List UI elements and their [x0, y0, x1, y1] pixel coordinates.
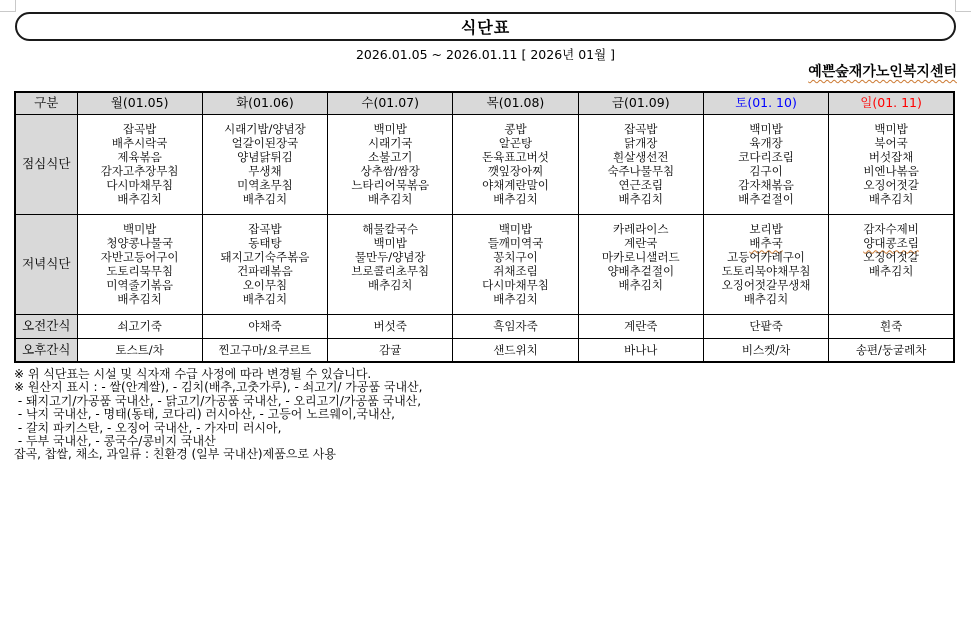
menu-item: 버섯잡채 — [868, 149, 914, 164]
day-header: 수(01.07) — [328, 92, 453, 114]
menu-item: 다시마채무침 — [106, 177, 173, 192]
origin-notes — [14, 368, 954, 462]
menu-item: 배추겉절이 — [738, 191, 794, 206]
menu-item: 잡곡밥 — [624, 121, 658, 136]
menu-item: 쇠고기죽 — [117, 319, 162, 333]
menu-item: 야채죽 — [248, 319, 282, 333]
menu-item: 도토리묵무침 — [106, 263, 173, 278]
page-corner-mark-right — [955, 0, 971, 12]
menu-item: 배추김치 — [743, 291, 789, 306]
menu-item: 꽁치구이 — [493, 249, 538, 264]
menu-item: 배추김치 — [493, 291, 538, 306]
menu-item: 양념닭튀김 — [237, 149, 293, 164]
menu-item: 코다리조림 — [738, 149, 794, 164]
menu-item: 연근조림 — [618, 177, 663, 192]
note-line: ※ 원산지 표시 : - 쌀(안계쌀), - 김치(배추,고춧가루), - 쇠고기/ 가공품 국내산, — [14, 380, 423, 395]
menu-item: 브로콜리초무침 — [351, 263, 430, 278]
note-line: - 낙지 국내산, - 명태(동태, 코다리) 러시아산, - 고등어 노르웨이,국내산, — [14, 407, 395, 422]
menu-item: 비엔나볶음 — [863, 163, 919, 178]
menu-cell — [829, 338, 954, 362]
menu-item: 백미밥 — [749, 121, 783, 136]
menu-item: 도토리묵야채무침 — [721, 263, 811, 278]
row-header: 점심식단 — [15, 114, 77, 214]
menu-item: 찐고구마/요쿠르트 — [218, 342, 312, 357]
menu-cell — [453, 338, 578, 362]
menu-item: 감자고추장무침 — [100, 163, 179, 178]
corner-header: 구분 — [15, 92, 77, 114]
day-header: 월(01.05) — [77, 92, 202, 114]
menu-item: 오징어젓갈 — [863, 249, 919, 264]
menu-item: 잡곡밥 — [122, 121, 157, 136]
facility-name: 예쁜숲재가노인복지센터 — [808, 64, 957, 80]
table-row — [15, 114, 954, 214]
page-title: 식단표 — [460, 18, 511, 37]
menu-item: 양대콩조림 — [863, 235, 919, 250]
menu-cell — [578, 114, 703, 214]
table-row — [15, 338, 954, 362]
note-line: - 갈치 파키스탄, - 오징어 국내산, - 가자미 러시아, — [14, 420, 282, 435]
menu-cell — [202, 214, 327, 314]
menu-item: 배추국 — [749, 235, 783, 250]
menu-item: 배추김치 — [618, 277, 663, 292]
menu-item: 계란죽 — [624, 319, 658, 333]
menu-cell — [829, 214, 954, 314]
menu-cell — [77, 214, 202, 314]
menu-item: 쥐채조림 — [493, 263, 538, 278]
title-box — [15, 12, 956, 41]
note-line: - 두부 국내산, - 콩국수/콩비지 국내산 — [14, 434, 216, 449]
menu-item: 마카로니샐러드 — [601, 249, 680, 264]
menu-item: 백미밥 — [373, 235, 407, 250]
menu-cell — [703, 114, 828, 214]
menu-item: 흰살생선전 — [612, 149, 669, 164]
menu-item: 백미밥 — [874, 121, 908, 136]
menu-item: 콩밥 — [504, 121, 527, 136]
menu-item: 잡곡밥 — [248, 221, 282, 236]
day-header: 토(01. 10) — [703, 92, 828, 114]
menu-item: 시래기밥/양념장 — [224, 121, 306, 136]
menu-item: 계란국 — [624, 235, 658, 250]
menu-item: 흰죽 — [879, 319, 903, 333]
day-header: 일(01. 11) — [829, 92, 954, 114]
menu-item: 배추김치 — [117, 291, 162, 306]
menu-item: 시래기국 — [367, 135, 413, 150]
page-corner-mark-left — [0, 0, 16, 12]
menu-item: 백미밥 — [373, 121, 407, 136]
note-line: - 돼지고기/가공품 국내산, - 닭고기/가공품 국내산, - 오리고기/가공품 국내산, — [14, 393, 422, 408]
menu-item: 육개장 — [749, 135, 783, 150]
menu-cell — [703, 214, 828, 314]
menu-cell — [202, 114, 327, 214]
menu-item: 김구이 — [749, 163, 783, 178]
menu-table — [14, 91, 955, 363]
day-header: 목(01.08) — [453, 92, 578, 114]
menu-item: 버섯죽 — [373, 319, 407, 333]
menu-item: 배추김치 — [367, 277, 413, 292]
menu-cell — [328, 214, 453, 314]
menu-cell — [328, 114, 453, 214]
menu-item: 얼갈이된장국 — [231, 135, 299, 150]
table-row — [15, 314, 954, 338]
menu-item: 배추김치 — [868, 263, 914, 278]
menu-item: 감자채볶음 — [738, 177, 794, 192]
menu-item: 배추김치 — [618, 191, 663, 206]
menu-item: 흑임자죽 — [493, 319, 538, 333]
menu-item: 소불고기 — [367, 149, 413, 164]
menu-item: 미역줄기볶음 — [106, 277, 173, 292]
menu-item: 단팥죽 — [749, 319, 783, 333]
menu-cell — [202, 338, 327, 362]
menu-item: 동태탕 — [248, 235, 282, 250]
menu-cell — [77, 338, 202, 362]
row-header: 저녁식단 — [15, 214, 77, 314]
menu-item: 깻잎장아찌 — [487, 163, 544, 178]
menu-item: 제육볶음 — [117, 149, 162, 164]
menu-cell — [578, 314, 703, 338]
menu-item: 다시마채무침 — [482, 277, 549, 292]
menu-cell — [453, 214, 578, 314]
menu-cell — [578, 338, 703, 362]
menu-item: 오징어젓갈무생채 — [721, 277, 811, 292]
menu-item: 돼지고기숙주볶음 — [220, 249, 310, 264]
menu-item: 배추김치 — [367, 191, 413, 206]
menu-cell — [77, 114, 202, 214]
menu-item: 백미밥 — [122, 221, 157, 236]
menu-item: 알곤탕 — [498, 135, 533, 150]
menu-cell — [328, 314, 453, 338]
menu-item: 백미밥 — [498, 221, 533, 236]
menu-cell — [829, 314, 954, 338]
menu-cell — [328, 338, 453, 362]
day-header: 금(01.09) — [578, 92, 703, 114]
menu-cell — [829, 114, 954, 214]
day-header: 화(01.06) — [202, 92, 327, 114]
menu-item: 들깨미역국 — [487, 235, 544, 250]
menu-cell — [703, 314, 828, 338]
menu-item: 토스트/차 — [115, 342, 164, 357]
menu-item: 야채계란말이 — [482, 177, 549, 192]
menu-item: 감귤 — [379, 342, 402, 357]
menu-item: 오이무침 — [242, 277, 288, 292]
menu-item: 배추김치 — [242, 291, 288, 306]
menu-item: 느타리어묵볶음 — [351, 177, 430, 192]
menu-cell — [453, 114, 578, 214]
menu-item: 바나나 — [624, 342, 658, 357]
menu-cell — [453, 314, 578, 338]
menu-item: 미역초무침 — [237, 177, 293, 192]
menu-item: 북어국 — [874, 135, 908, 150]
menu-item: 해물칼국수 — [362, 221, 418, 236]
menu-item: 오징어젓갈 — [863, 177, 919, 192]
menu-item: 감자수제비 — [863, 221, 919, 236]
menu-cell — [703, 338, 828, 362]
row-header: 오후간식 — [15, 338, 77, 362]
menu-item: 배추김치 — [493, 191, 538, 206]
menu-item: 닭개장 — [624, 135, 658, 150]
menu-item: 배추김치 — [242, 191, 288, 206]
menu-item: 숙주나물무침 — [607, 163, 675, 178]
row-header: 오전간식 — [15, 314, 77, 338]
menu-item: 자반고등어구이 — [100, 249, 179, 264]
menu-item: 카레라이스 — [612, 221, 669, 236]
menu-item: 청양콩나물국 — [106, 235, 173, 250]
menu-cell — [77, 314, 202, 338]
menu-item: 상추쌈/쌈장 — [360, 163, 420, 178]
menu-item: 배추김치 — [868, 191, 914, 206]
note-line: ※ 위 식단표는 시설 및 식자재 수급 사정에 따라 변경될 수 있습니다. — [14, 367, 372, 381]
note-line: 잡곡, 찹쌀, 채소, 과일류 : 친환경 (일부 국내산)제품으로 사용 — [14, 447, 336, 462]
menu-item: 비스켓/차 — [741, 342, 791, 357]
date-range: 2026.01.05 ~ 2026.01.11 [ 2026년 01월 ] — [355, 47, 616, 62]
table-row — [15, 214, 954, 314]
menu-item: 양배추겉절이 — [607, 263, 675, 278]
menu-item: 보리밥 — [749, 221, 783, 236]
menu-item: 무생채 — [248, 163, 282, 178]
menu-item: 송편/둥굴레차 — [855, 342, 927, 357]
menu-item: 물만두/양념장 — [354, 249, 426, 264]
menu-item: 배추시락국 — [111, 135, 168, 150]
menu-item: 샌드위치 — [493, 342, 538, 357]
menu-item: 배추김치 — [117, 191, 162, 206]
menu-cell — [202, 314, 327, 338]
menu-item: 고등어카레구이 — [727, 249, 805, 264]
menu-item: 건파래볶음 — [237, 263, 293, 278]
menu-item: 돈육표고버섯 — [482, 149, 549, 164]
menu-cell — [578, 214, 703, 314]
